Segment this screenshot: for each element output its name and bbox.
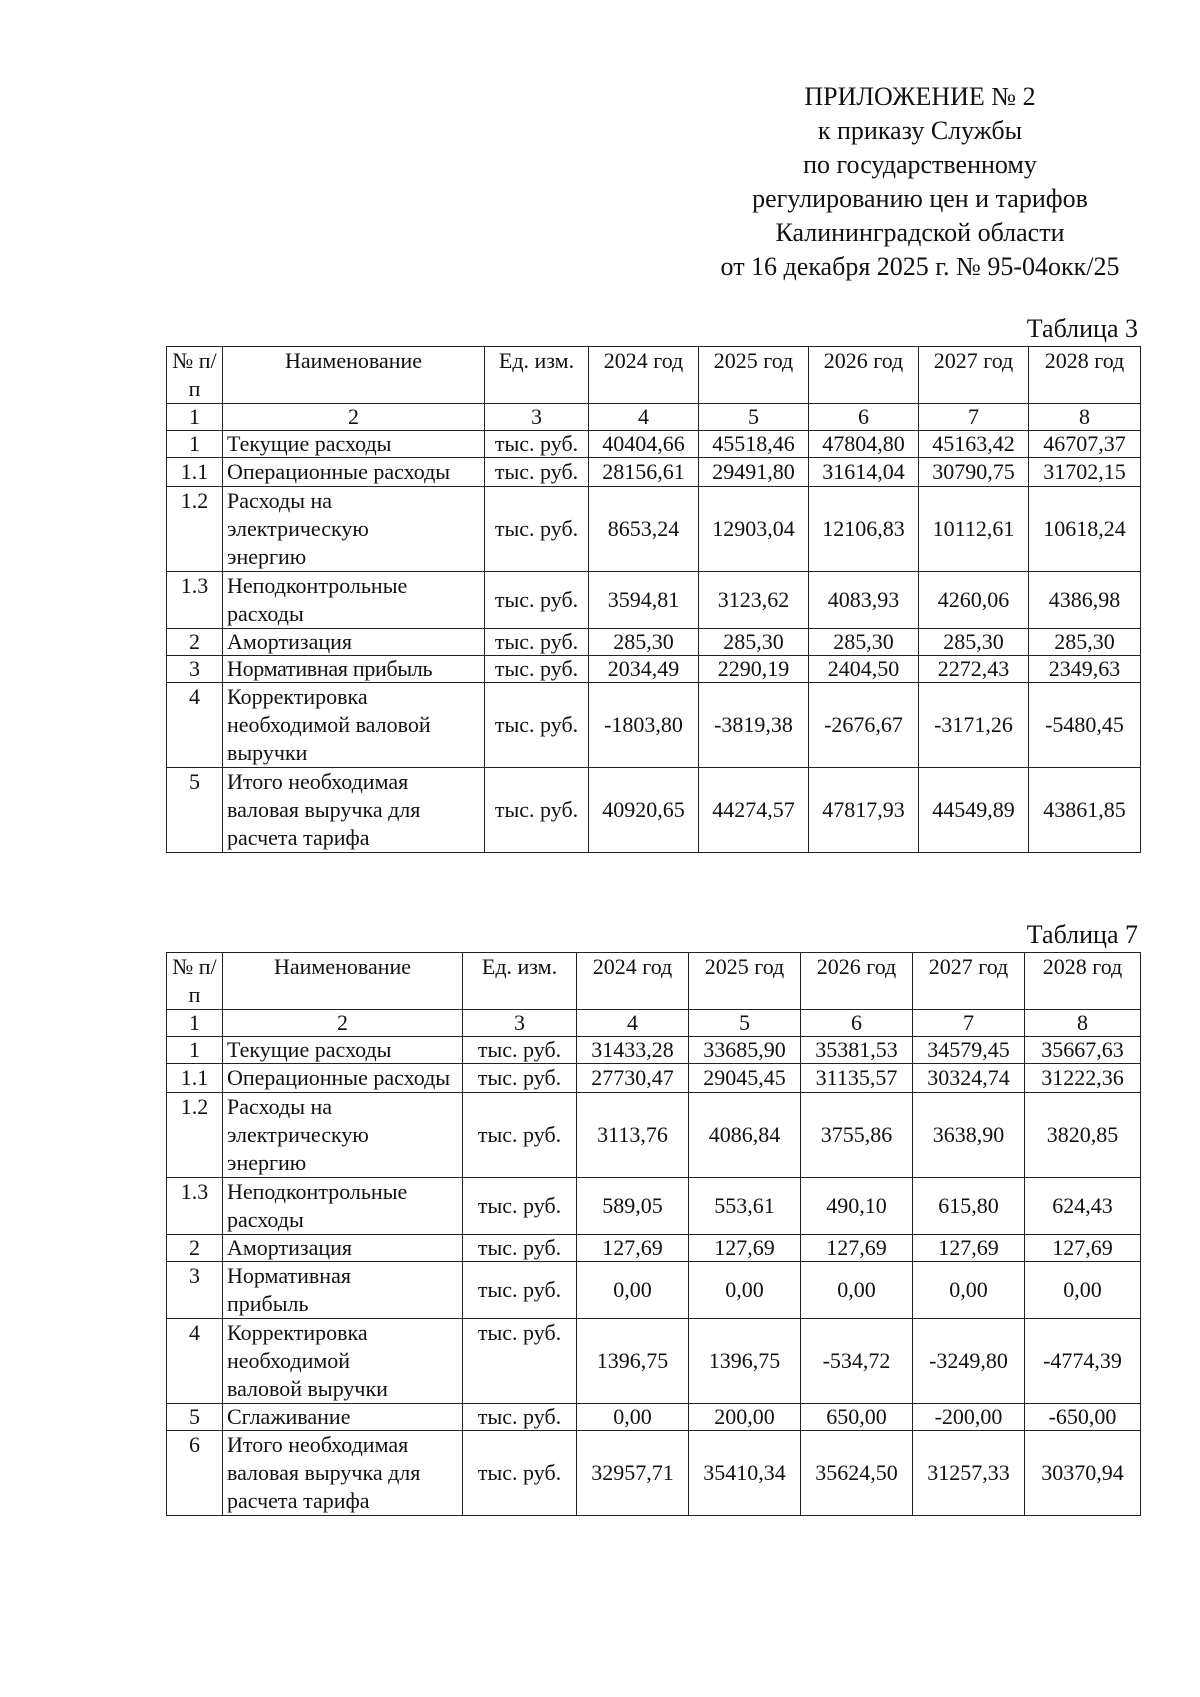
row-value: 4086,84 (689, 1093, 801, 1178)
table-row (167, 1235, 1141, 1262)
row-value: 127,69 (913, 1235, 1025, 1262)
table-caption: Таблица 3 (1026, 314, 1138, 343)
row-value: 0,00 (577, 1262, 689, 1319)
row-value: 43861,85 (1029, 768, 1141, 853)
row-value: 33685,90 (689, 1037, 801, 1064)
row-number: 3 (167, 1262, 223, 1319)
table-row (167, 683, 1141, 768)
row-value: 127,69 (1025, 1235, 1141, 1262)
row-name: Операционные расходы (223, 1064, 463, 1093)
table-row (167, 1431, 1141, 1516)
row-value: 553,61 (689, 1178, 801, 1235)
row-value: 30790,75 (919, 458, 1029, 487)
column-index: 7 (913, 1010, 1025, 1037)
row-value: 45518,46 (699, 431, 809, 458)
row-value: 589,05 (577, 1178, 689, 1235)
column-header: 2025 год (699, 347, 809, 404)
row-number: 4 (167, 683, 223, 768)
appendix-line: от 16 декабря 2025 г. № 95-04окк/25 (720, 252, 1120, 281)
row-value: -200,00 (913, 1404, 1025, 1431)
row-number: 1.3 (167, 1178, 223, 1235)
row-value: 32957,71 (577, 1431, 689, 1516)
table-row (167, 1178, 1141, 1235)
appendix-line: к приказу Службы (817, 116, 1023, 145)
appendix-line: по государственному (803, 150, 1037, 179)
row-value: 624,43 (1025, 1178, 1141, 1235)
row-number: 3 (167, 656, 223, 683)
row-name: Неподконтрольные расходы (223, 1178, 463, 1235)
appendix-line: регулированию цен и тарифов (752, 184, 1088, 213)
row-value: 46707,37 (1029, 431, 1141, 458)
row-value: 4386,98 (1029, 572, 1141, 629)
column-index: 8 (1025, 1010, 1141, 1037)
row-number: 1 (167, 1037, 223, 1064)
row-value: 0,00 (801, 1262, 913, 1319)
row-unit: тыс. руб. (485, 656, 589, 683)
table-row (167, 1064, 1141, 1093)
column-index: 5 (689, 1010, 801, 1037)
row-value: 12106,83 (809, 487, 919, 572)
row-value: 35624,50 (801, 1431, 913, 1516)
table-row (167, 768, 1141, 853)
row-unit: тыс. руб. (485, 487, 589, 572)
row-unit: тыс. руб. (463, 1319, 577, 1404)
tariff-table-7 (166, 952, 1141, 1516)
row-number: 1.2 (167, 1093, 223, 1178)
row-value: 35381,53 (801, 1037, 913, 1064)
row-unit: тыс. руб. (463, 1262, 577, 1319)
row-value: 127,69 (689, 1235, 801, 1262)
row-value: 1396,75 (577, 1319, 689, 1404)
row-value: 200,00 (689, 1404, 801, 1431)
row-value: 127,69 (801, 1235, 913, 1262)
column-index: 4 (577, 1010, 689, 1037)
row-unit: тыс. руб. (485, 458, 589, 487)
column-index: 6 (809, 404, 919, 431)
row-value: 35410,34 (689, 1431, 801, 1516)
row-value: 2290,19 (699, 656, 809, 683)
column-header: 2024 год (589, 347, 699, 404)
column-header: 2024 год (577, 953, 689, 1010)
row-value: 0,00 (689, 1262, 801, 1319)
table-header-row (167, 953, 1141, 1010)
row-value: 35667,63 (1025, 1037, 1141, 1064)
row-value: -3249,80 (913, 1319, 1025, 1404)
row-name: Расходы на электрическую энергию (223, 487, 485, 572)
row-value: 615,80 (913, 1178, 1025, 1235)
column-header: 2028 год (1029, 347, 1141, 404)
row-value: 31257,33 (913, 1431, 1025, 1516)
column-header: 2027 год (913, 953, 1025, 1010)
row-unit: тыс. руб. (485, 683, 589, 768)
appendix-title: ПРИЛОЖЕНИЕ № 2 (804, 82, 1036, 111)
column-header: Ед. изм. (485, 347, 589, 404)
row-value: 490,10 (801, 1178, 913, 1235)
table-row (167, 431, 1141, 458)
row-value: 650,00 (801, 1404, 913, 1431)
row-unit: тыс. руб. (463, 1404, 577, 1431)
row-value: 3755,86 (801, 1093, 913, 1178)
row-unit: тыс. руб. (463, 1431, 577, 1516)
row-name: Корректировка необходимой валовой выручки (223, 683, 485, 768)
row-value: 31614,04 (809, 458, 919, 487)
table-row (167, 1404, 1141, 1431)
table-caption: Таблица 7 (1026, 920, 1138, 949)
row-value: 31702,15 (1029, 458, 1141, 487)
row-value: 28156,61 (589, 458, 699, 487)
column-header: 2027 год (919, 347, 1029, 404)
row-value: -1803,80 (589, 683, 699, 768)
column-header: Наименование (223, 953, 463, 1010)
row-value: 4260,06 (919, 572, 1029, 629)
column-header: 2026 год (801, 953, 913, 1010)
row-value: -5480,45 (1029, 683, 1141, 768)
table-row (167, 1262, 1141, 1319)
table-header-row (167, 347, 1141, 404)
column-index: 2 (223, 404, 485, 431)
row-number: 4 (167, 1319, 223, 1404)
row-value: 3113,76 (577, 1093, 689, 1178)
column-index: 7 (919, 404, 1029, 431)
row-name: Нормативная прибыль (223, 656, 485, 683)
row-value: 0,00 (913, 1262, 1025, 1319)
row-number: 5 (167, 768, 223, 853)
row-value: 285,30 (699, 629, 809, 656)
row-value: 40404,66 (589, 431, 699, 458)
appendix-header (700, 80, 1140, 284)
row-number: 1.3 (167, 572, 223, 629)
row-value: 0,00 (1025, 1262, 1141, 1319)
row-number: 1.2 (167, 487, 223, 572)
row-value: 3123,62 (699, 572, 809, 629)
row-name: Текущие расходы (223, 431, 485, 458)
row-value: -4774,39 (1025, 1319, 1141, 1404)
row-unit: тыс. руб. (463, 1037, 577, 1064)
column-header: 2028 год (1025, 953, 1141, 1010)
table-row (167, 1037, 1141, 1064)
row-number: 1 (167, 431, 223, 458)
table-row (167, 656, 1141, 683)
column-index: 8 (1029, 404, 1141, 431)
table-row (167, 487, 1141, 572)
row-value: 285,30 (809, 629, 919, 656)
row-value: 44549,89 (919, 768, 1029, 853)
column-index: 1 (167, 404, 223, 431)
row-value: 10112,61 (919, 487, 1029, 572)
row-value: 0,00 (577, 1404, 689, 1431)
row-name: Текущие расходы (223, 1037, 463, 1064)
column-header: Наименование (223, 347, 485, 404)
row-value: 44274,57 (699, 768, 809, 853)
row-name: Нормативная прибыль (223, 1262, 463, 1319)
row-value: 29045,45 (689, 1064, 801, 1093)
row-value: 2034,49 (589, 656, 699, 683)
column-index: 5 (699, 404, 809, 431)
row-unit: тыс. руб. (463, 1093, 577, 1178)
column-index: 6 (801, 1010, 913, 1037)
row-name: Сглаживание (223, 1404, 463, 1431)
table-row (167, 1093, 1141, 1178)
row-value: 3820,85 (1025, 1093, 1141, 1178)
row-number: 5 (167, 1404, 223, 1431)
row-value: 285,30 (919, 629, 1029, 656)
row-value: 4083,93 (809, 572, 919, 629)
row-unit: тыс. руб. (463, 1235, 577, 1262)
row-value: -2676,67 (809, 683, 919, 768)
row-value: 10618,24 (1029, 487, 1141, 572)
row-value: 31222,36 (1025, 1064, 1141, 1093)
row-number: 6 (167, 1431, 223, 1516)
row-unit: тыс. руб. (485, 768, 589, 853)
row-unit: тыс. руб. (463, 1064, 577, 1093)
row-name: Расходы на электрическую энергию (223, 1093, 463, 1178)
column-index: 2 (223, 1010, 463, 1037)
column-index: 1 (167, 1010, 223, 1037)
column-header: № п/п (167, 953, 223, 1010)
row-value: -3819,38 (699, 683, 809, 768)
row-name: Итого необходимая валовая выручка для расчета тарифа (223, 1431, 463, 1516)
row-number: 2 (167, 1235, 223, 1262)
row-value: 2404,50 (809, 656, 919, 683)
row-unit: тыс. руб. (485, 431, 589, 458)
column-index-row (167, 1010, 1141, 1037)
column-index: 4 (589, 404, 699, 431)
row-value: 31433,28 (577, 1037, 689, 1064)
row-value: 285,30 (1029, 629, 1141, 656)
table-row (167, 629, 1141, 656)
row-value: -3171,26 (919, 683, 1029, 768)
row-value: 3594,81 (589, 572, 699, 629)
column-header: 2026 год (809, 347, 919, 404)
row-unit: тыс. руб. (485, 629, 589, 656)
row-value: 30324,74 (913, 1064, 1025, 1093)
row-value: 3638,90 (913, 1093, 1025, 1178)
row-value: 34579,45 (913, 1037, 1025, 1064)
row-value: 2272,43 (919, 656, 1029, 683)
row-value: 29491,80 (699, 458, 809, 487)
column-header: 2025 год (689, 953, 801, 1010)
row-value: -534,72 (801, 1319, 913, 1404)
appendix-line: Калининградской области (775, 218, 1065, 247)
row-value: -650,00 (1025, 1404, 1141, 1431)
column-index: 3 (463, 1010, 577, 1037)
row-value: 47817,93 (809, 768, 919, 853)
row-value: 12903,04 (699, 487, 809, 572)
row-unit: тыс. руб. (463, 1178, 577, 1235)
row-number: 2 (167, 629, 223, 656)
row-name: Операционные расходы (223, 458, 485, 487)
row-value: 40920,65 (589, 768, 699, 853)
row-value: 45163,42 (919, 431, 1029, 458)
table-row (167, 572, 1141, 629)
column-header: Ед. изм. (463, 953, 577, 1010)
row-value: 30370,94 (1025, 1431, 1141, 1516)
row-name: Корректировка необходимой валовой выручки (223, 1319, 463, 1404)
row-name: Итого необходимая валовая выручка для расчета тарифа (223, 768, 485, 853)
row-value: 27730,47 (577, 1064, 689, 1093)
row-value: 31135,57 (801, 1064, 913, 1093)
row-value: 47804,80 (809, 431, 919, 458)
table-row (167, 458, 1141, 487)
row-unit: тыс. руб. (485, 572, 589, 629)
column-header: № п/п (167, 347, 223, 404)
row-value: 1396,75 (689, 1319, 801, 1404)
row-name: Неподконтрольные расходы (223, 572, 485, 629)
row-value: 127,69 (577, 1235, 689, 1262)
row-number: 1.1 (167, 458, 223, 487)
column-index: 3 (485, 404, 589, 431)
row-value: 8653,24 (589, 487, 699, 572)
row-name: Амортизация (223, 629, 485, 656)
tariff-table-3 (166, 346, 1141, 853)
column-index-row (167, 404, 1141, 431)
row-value: 2349,63 (1029, 656, 1141, 683)
row-value: 285,30 (589, 629, 699, 656)
row-number: 1.1 (167, 1064, 223, 1093)
table-row (167, 1319, 1141, 1404)
row-name: Амортизация (223, 1235, 463, 1262)
